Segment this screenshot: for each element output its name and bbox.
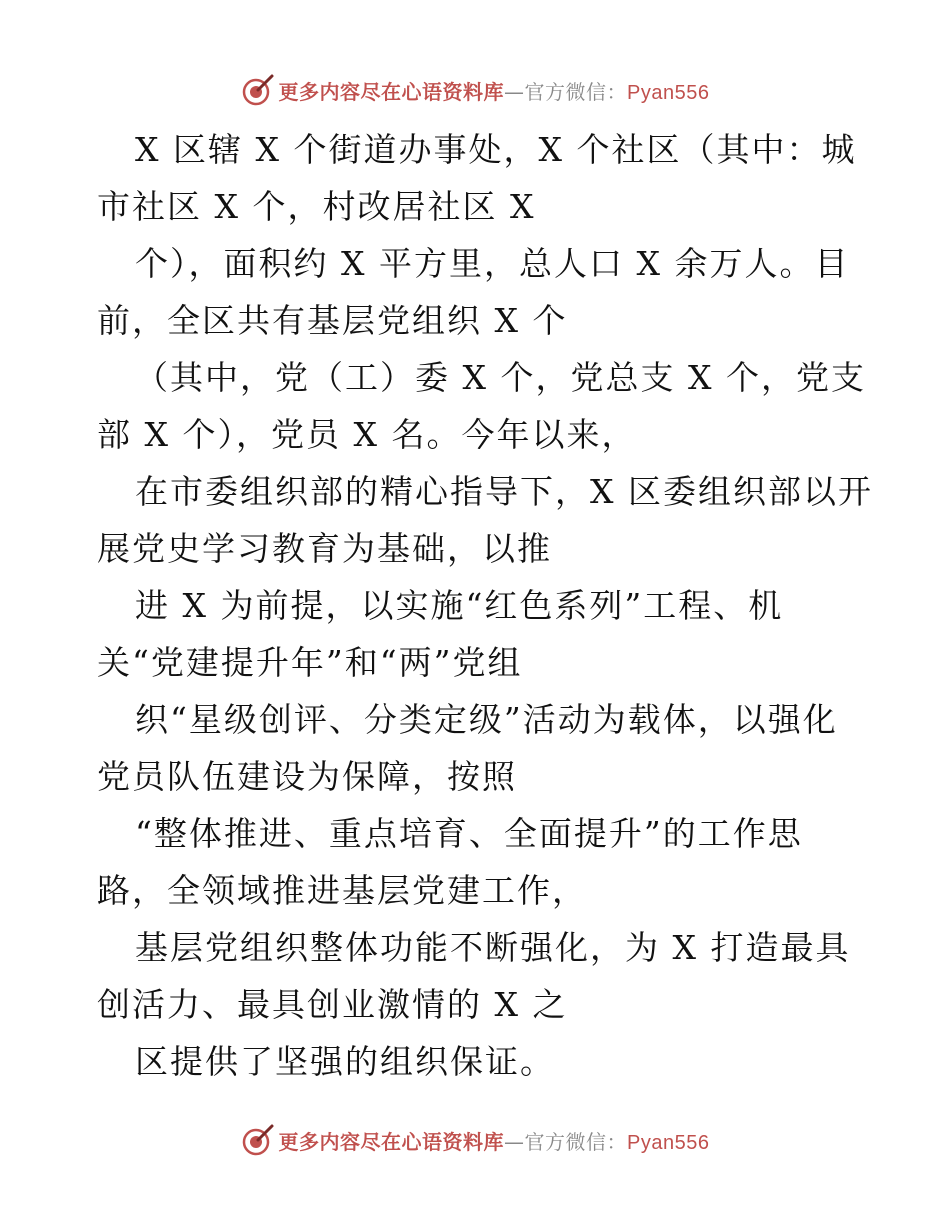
watermark-label: 官方微信： [524, 79, 628, 104]
text-line-3: 个），面积约 X 平方里，总人口 X 余万人。目 [135, 244, 850, 283]
header-watermark [0, 70, 950, 110]
watermark-label: 官方微信： [524, 1129, 628, 1154]
text-line-1: X 区辖 X 个街道办事处，X 个社区（其中：城 [135, 130, 857, 169]
watermark-id: Pyan556 [627, 1131, 710, 1154]
text-line-17: 区提供了坚强的组织保证。 [135, 1042, 555, 1081]
text-line-7: 在市委组织部的精心指导下，X 区委组织部以开 [135, 472, 873, 511]
watermark-text [279, 76, 710, 105]
text-line-10: 关“党建提升年”和“两”党组 [97, 643, 523, 682]
text-line-15: 基层党组织整体功能不断强化，为 X 打造最具 [135, 928, 851, 967]
text-line-6: 部 X 个），党员 X 名。今年以来， [97, 415, 637, 454]
watermark-brand: 更多内容尽在心语资料库 [278, 79, 505, 104]
watermark-id: Pyan556 [627, 81, 710, 104]
footer-watermark [0, 1120, 950, 1160]
text-line-16: 创活力、最具创业激情的 X 之 [97, 985, 568, 1024]
watermark-separator: — [504, 1129, 525, 1154]
pen-logo-icon [241, 73, 275, 107]
text-line-5: （其中，党（工）委 X 个，党总支 X 个，党支 [135, 358, 866, 397]
text-line-11: 织“星级创评、分类定级”活动为载体，以强化 [135, 700, 838, 739]
watermark-separator: — [504, 79, 525, 104]
text-line-8: 展党史学习教育为基础，以推 [97, 529, 552, 568]
text-line-12: 党员队伍建设为保障，按照 [97, 757, 517, 796]
pen-logo-icon [241, 1123, 275, 1157]
watermark-brand: 更多内容尽在心语资料库 [278, 1129, 505, 1154]
text-line-2: 市社区 X 个，村改居社区 X [97, 187, 536, 226]
watermark-text [279, 1126, 710, 1155]
text-line-9: 进 X 为前提，以实施“红色系列”工程、机 [135, 586, 784, 625]
text-line-14: 路，全领域推进基层党建工作， [97, 871, 587, 910]
text-line-4: 前，全区共有基层党组织 X 个 [97, 301, 568, 340]
text-line-13: “整体推进、重点培育、全面提升”的工作思 [135, 814, 803, 853]
